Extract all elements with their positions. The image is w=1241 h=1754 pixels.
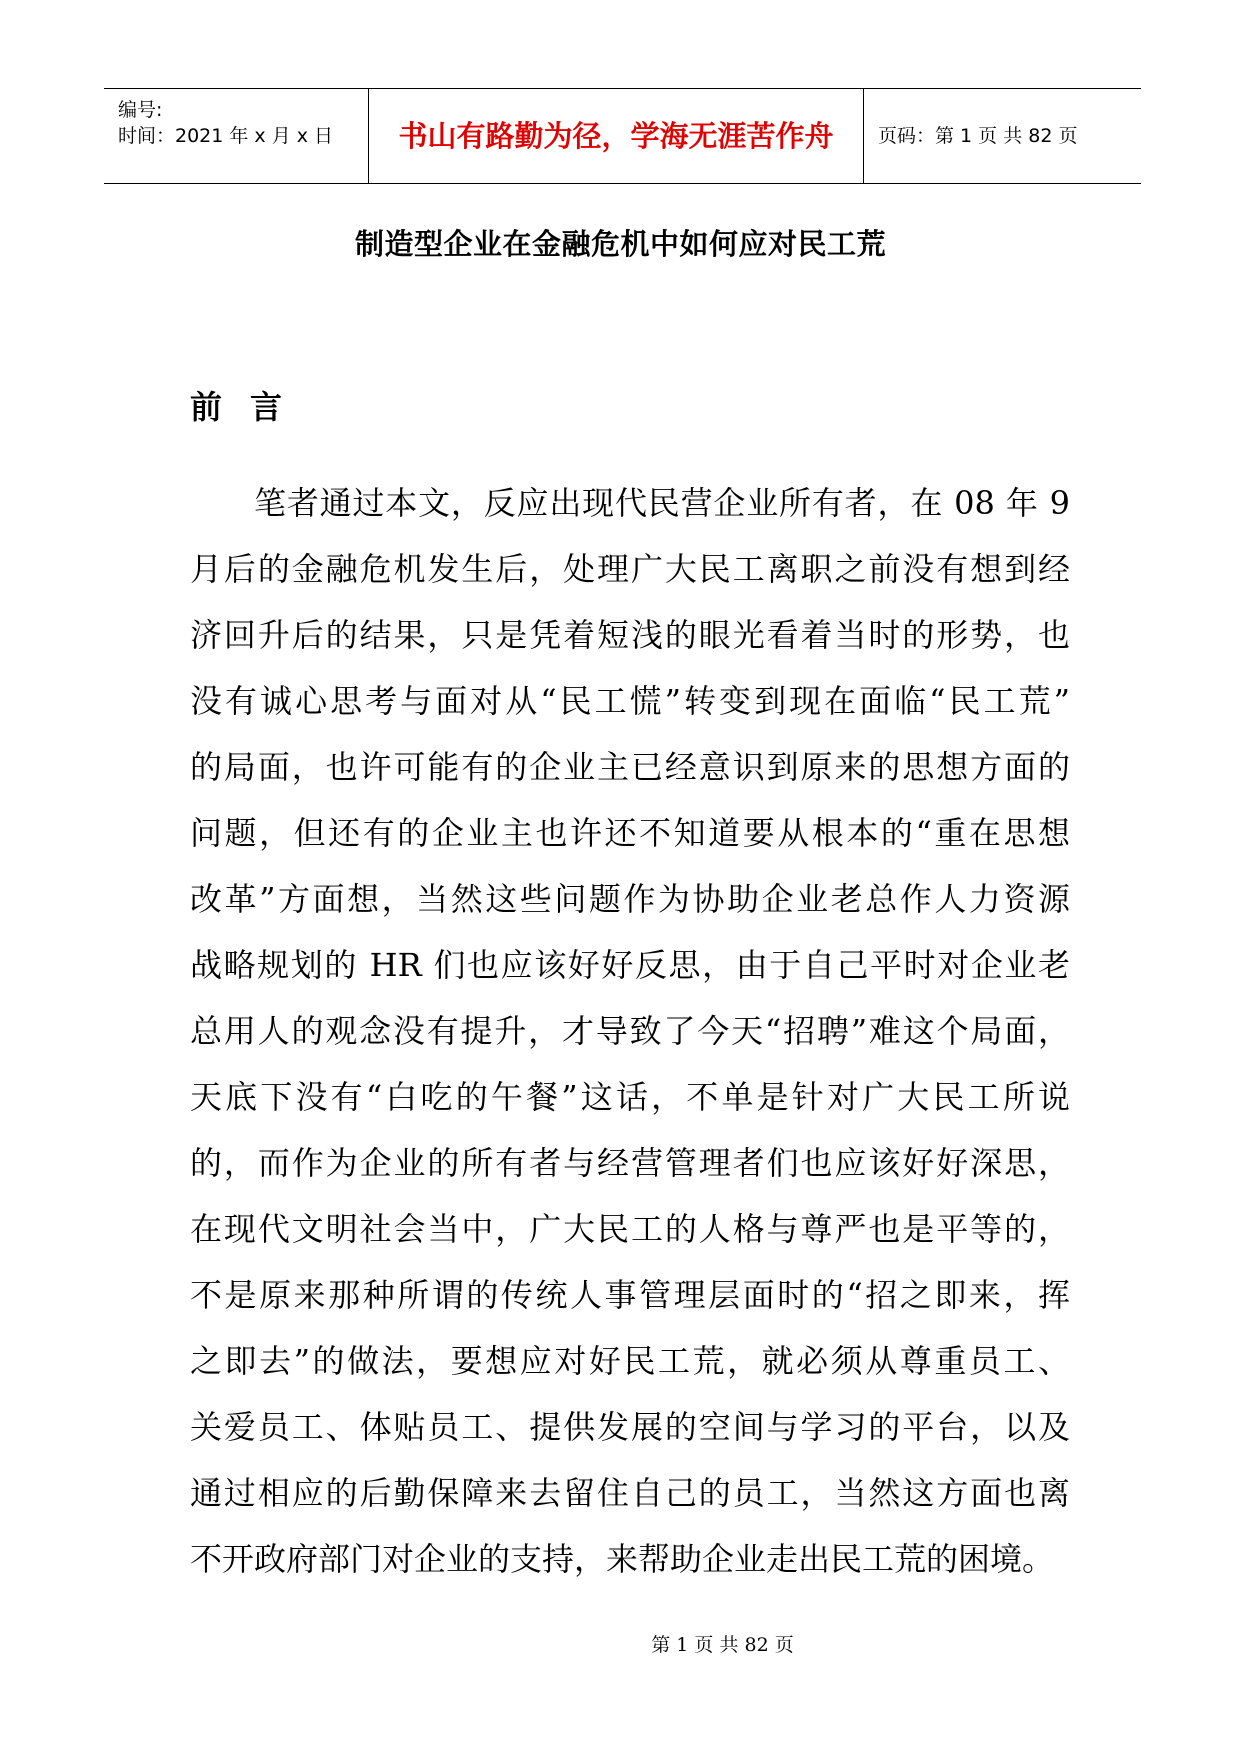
paragraph-line: 不是原来那种所谓的传统人事管理层面时的“招之即来，挥 (190, 1276, 1070, 1314)
document-title: 制造型企业在金融危机中如何应对民工荒 (354, 227, 886, 261)
header-page-code: 页码：第 1 页 共 82 页 (878, 125, 1078, 147)
paragraph-line: 改革”方面想，当然这些问题作为协助企业老总作人力资源 (190, 880, 1070, 918)
paragraph-line: 的局面，也许可能有的企业主已经意识到原来的思想方面的 (190, 748, 1070, 786)
paragraph-line: 没有诚心思考与面对从“民工慌”转变到现在面临“民工荒” (190, 682, 1070, 720)
paragraph-line: 问题，但还有的企业主也许还不知道要从根本的“重在思想 (190, 814, 1070, 852)
paragraph-line: 通过相应的后勤保障来去留住自己的员工，当然这方面也离 (190, 1474, 1070, 1512)
header-motto-cell (368, 89, 864, 183)
paragraph-line: 的，而作为企业的所有者与经营管理者们也应该好好深思， (190, 1144, 1070, 1182)
paragraph-line: 总用人的观念没有提升，才导致了今天“招聘”难这个局面， (190, 1012, 1070, 1050)
paragraph-line: 之即去”的做法，要想应对好民工荒，就必须从尊重员工、 (190, 1342, 1070, 1380)
header-meta-cell (104, 89, 366, 183)
paragraph-line: 月后的金融危机发生后，处理广大民工离职之前没有想到经 (190, 550, 1070, 588)
document-header (104, 88, 1141, 184)
page-footer (0, 1630, 1241, 1657)
paragraph-line: 笔者通过本文，反应出现代民营企业所有者，在 08 年 9 (254, 484, 1070, 522)
paragraph-line: 关爱员工、体贴员工、提供发展的空间与学习的平台，以及 (190, 1408, 1070, 1446)
header-motto: 书山有路勤为径，学海无涯苦作舟 (398, 119, 834, 153)
header-page-cell (864, 89, 1141, 183)
paragraph-line: 济回升后的结果，只是凭着短浅的眼光看着当时的形势，也 (190, 616, 1070, 654)
footer-page-number: 第 1 页 共 82 页 (651, 1634, 794, 1656)
document-number-label: 编号: (118, 99, 163, 121)
paragraph-line: 在现代文明社会当中，广大民工的人格与尊严也是平等的， (190, 1210, 1070, 1248)
paragraph-line: 不开政府部门对企业的支持，来帮助企业走出民工荒的困境。 (190, 1540, 1055, 1578)
document-time-label: 时间：2021 年 x 月 x 日 (118, 125, 334, 147)
paragraph-line: 战略规划的 HR 们也应该好好反思，由于自己平时对企业老 (190, 946, 1070, 984)
body-paragraph (190, 470, 1070, 1592)
paragraph-line: 天底下没有“白吃的午餐”这话，不单是针对广大民工所说 (190, 1078, 1070, 1116)
section-heading: 前言 (190, 388, 311, 426)
